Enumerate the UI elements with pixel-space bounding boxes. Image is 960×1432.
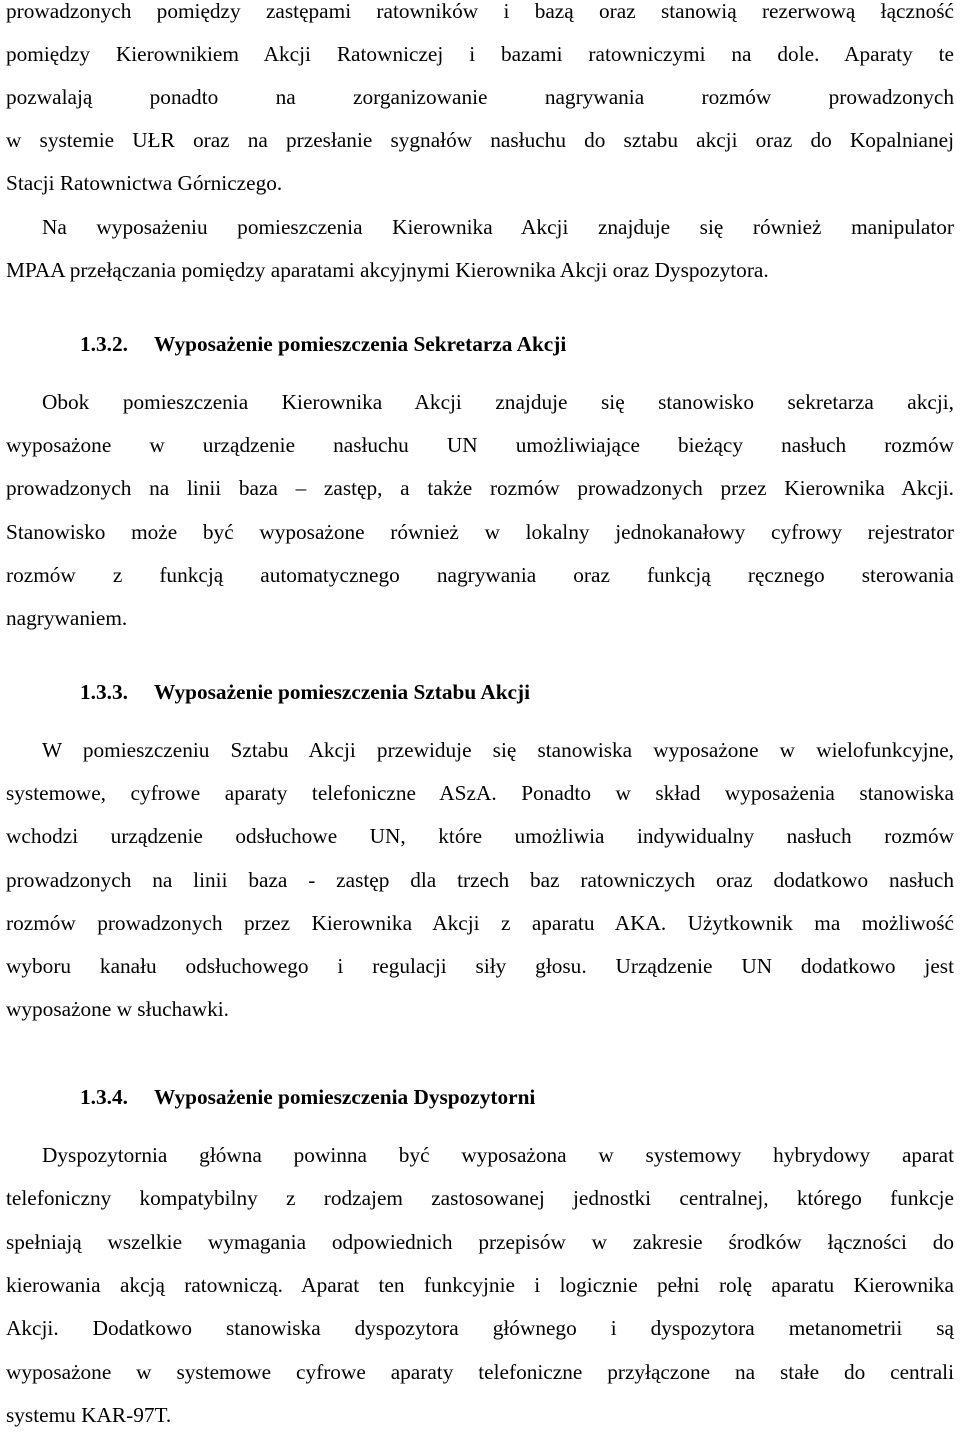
text-line: w systemie UŁR oraz na przesłanie sygnałów nasłuchu do sztabu akcji oraz do Kopalnianej [6, 128, 954, 152]
text-line: systemu KAR-97T. [6, 1403, 172, 1427]
text-line: nagrywaniem. [6, 606, 128, 630]
text-line: prowadzonych pomiędzy zastępami ratowników i bazą oraz stanowią rezerwową łączność [6, 0, 954, 23]
text-line: Obok pomieszczenia Kierownika Akcji znajduje się stanowisko sekretarza akcji, [42, 390, 954, 414]
section-number: 1.3.2. [80, 332, 128, 356]
text-line: Dyspozytornia główna powinna być wyposażona w systemowy hybrydowy aparat [42, 1143, 954, 1167]
text-line: telefoniczny kompatybilny z rodzajem zastosowanej jednostki centralnej, którego funkcje [6, 1186, 954, 1210]
text-line: prowadzonych na linii baza - zastęp dla trzech baz ratowniczych oraz dodatkowo nasłuch [6, 868, 954, 892]
text-line: prowadzonych na linii baza – zastęp, a także rozmów prowadzonych przez Kierownika Akcji. [6, 476, 954, 500]
text-line: rozmów z funkcją automatycznego nagrywania oraz funkcją ręcznego sterowania [6, 563, 954, 587]
section-heading [80, 331, 566, 357]
text-line: wyposażone w systemowe cyfrowe aparaty telefoniczne przyłączone na stałe do centrali [6, 1360, 954, 1384]
text-line: Na wyposażeniu pomieszczenia Kierownika Akcji znajduje się również manipulator [42, 215, 954, 239]
section-heading [80, 1084, 535, 1110]
text-line: spełniają wszelkie wymagania odpowiednich przepisów w zakresie środków łączności do [6, 1230, 954, 1254]
text-line: wyposażone w słuchawki. [6, 997, 229, 1021]
text-line: kierowania akcją ratowniczą. Aparat ten funkcyjnie i logicznie pełni rolę aparatu Kierownika [6, 1273, 954, 1297]
text-line: W pomieszczeniu Sztabu Akcji przewiduje się stanowiska wyposażone w wielofunkcyjne, [42, 738, 954, 762]
section-title: Wyposażenie pomieszczenia Sztabu Akcji [154, 680, 531, 704]
section-title: Wyposażenie pomieszczenia Dyspozytorni [154, 1085, 536, 1109]
text-line: rozmów prowadzonych przez Kierownika Akcji z aparatu AKA. Użytkownik ma możliwość [6, 911, 954, 935]
text-line: Akcji. Dodatkowo stanowiska dyspozytora głównego i dyspozytora metanometrii są [6, 1316, 954, 1340]
section-title: Wyposażenie pomieszczenia Sekretarza Akcji [154, 332, 567, 356]
section-number: 1.3.4. [80, 1085, 128, 1109]
text-line: systemowe, cyfrowe aparaty telefoniczne ASzA. Ponadto w skład wyposażenia stanowiska [6, 781, 954, 805]
text-line: pomiędzy Kierownikiem Akcji Ratowniczej i bazami ratowniczymi na dole. Aparaty te [6, 42, 954, 66]
text-line: Stanowisko może być wyposażone również w lokalny jednokanałowy cyfrowy rejestrator [6, 520, 954, 544]
section-number: 1.3.3. [80, 680, 128, 704]
section-heading [80, 679, 530, 705]
text-line: wyboru kanału odsłuchowego i regulacji siły głosu. Urządzenie UN dodatkowo jest [6, 954, 954, 978]
text-line: MPAA przełączania pomiędzy aparatami akcyjnymi Kierownika Akcji oraz Dyspozytora. [6, 258, 769, 282]
text-line: pozwalają ponadto na zorganizowanie nagrywania rozmów prowadzonych [6, 85, 954, 109]
text-line: wyposażone w urządzenie nasłuchu UN umożliwiające bieżący nasłuch rozmów [6, 433, 954, 457]
text-line: wchodzi urządzenie odsłuchowe UN, które umożliwia indywidualny nasłuch rozmów [6, 824, 954, 848]
text-line: Stacji Ratownictwa Górniczego. [6, 171, 283, 195]
